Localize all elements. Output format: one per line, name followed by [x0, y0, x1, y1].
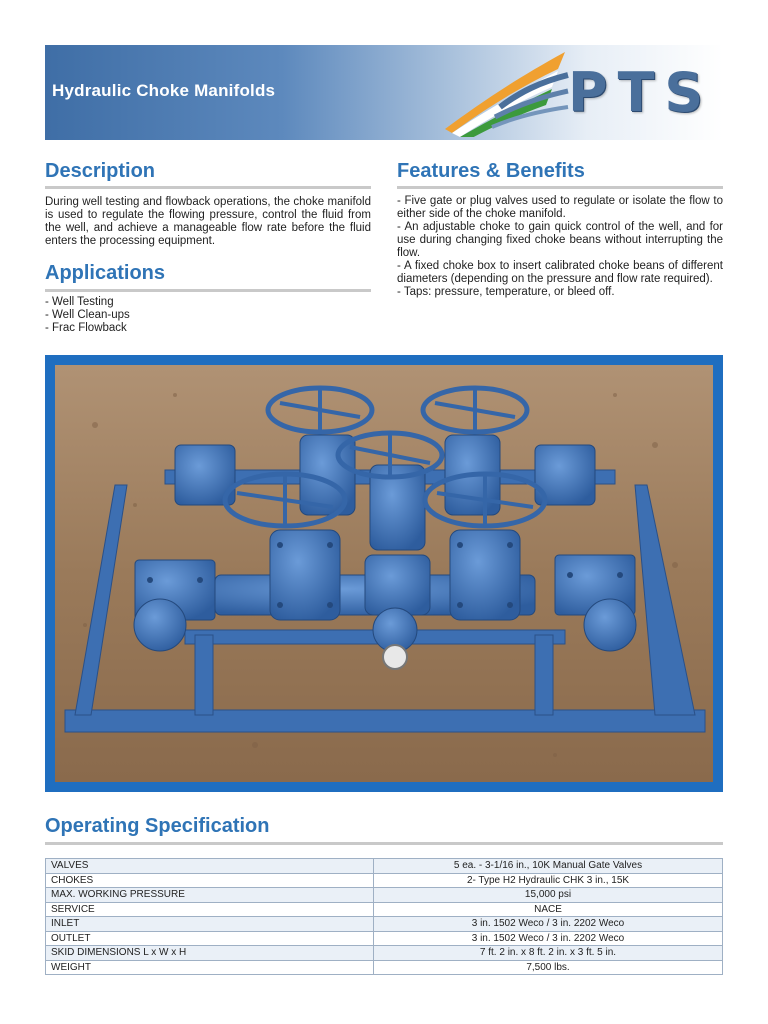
spec-label: WEIGHT: [46, 960, 374, 975]
operating-spec-heading: Operating Specification: [45, 815, 270, 837]
spec-value: 3 in. 1502 Weco / 3 in. 2202 Weco: [374, 931, 723, 946]
table-row: [46, 917, 723, 932]
list-item: - An adjustable choke to gain quick control of the well, and for use during changing fixed choke beans without interrupting the flow.: [397, 221, 723, 259]
spec-value: 2- Type H2 Hydraulic CHK 3 in., 15K: [374, 873, 723, 888]
table-row: [46, 859, 723, 874]
table-row: [46, 873, 723, 888]
list-item: - Frac Flowback: [45, 322, 127, 334]
spec-value: 7,500 lbs.: [374, 960, 723, 975]
spec-label: MAX. WORKING PRESSURE: [46, 888, 374, 903]
spec-label: OUTLET: [46, 931, 374, 946]
table-row: [46, 931, 723, 946]
applications-rule: [45, 289, 371, 292]
description-heading: Description: [45, 160, 156, 182]
applications-heading: Applications: [45, 262, 166, 284]
table-row: [46, 960, 723, 975]
pts-logo: [440, 47, 723, 137]
table-row: [46, 902, 723, 917]
operating-spec-rule: [45, 842, 723, 845]
features-rule: [397, 186, 723, 189]
list-item: - Five gate or plug valves used to regulate or isolate the flow to either side of the choke manifold.: [397, 195, 723, 220]
spec-value: NACE: [374, 902, 723, 917]
choke-manifold-image: [55, 365, 713, 782]
applications-list: [45, 296, 371, 335]
list-item: - Taps: pressure, temperature, or bleed off.: [397, 286, 615, 298]
spec-label: SERVICE: [46, 902, 374, 917]
spec-label: SKID DIMENSIONS L x W x H: [46, 946, 374, 961]
spec-label: CHOKES: [46, 873, 374, 888]
spec-table: [45, 858, 723, 975]
spec-label: VALVES: [46, 859, 374, 874]
list-item: - Well Clean-ups: [45, 309, 130, 321]
page-title: Hydraulic Choke Manifolds: [52, 81, 276, 100]
features-heading: Features & Benefits: [397, 160, 585, 182]
description-text: During well testing and flowback operations, the choke manifold is used to regulate the flowing pressure, control the fluid from the well, and achieve a manageable flow rate before the fluid enters the processing equipment.: [45, 196, 371, 247]
spec-value: 3 in. 1502 Weco / 3 in. 2202 Weco: [374, 917, 723, 932]
spec-value: 7 ft. 2 in. x 8 ft. 2 in. x 3 ft. 5 in.: [374, 946, 723, 961]
product-photo: [45, 355, 723, 792]
list-item: - A fixed choke box to insert calibrated choke beans of different diameters (depending on the pressure and flow rate required).: [397, 260, 723, 285]
header-banner: [45, 45, 723, 140]
description-rule: [45, 186, 371, 189]
logo-text: PTS: [568, 61, 714, 124]
table-row: [46, 946, 723, 961]
spec-label: INLET: [46, 917, 374, 932]
logo-swoosh-icon: [440, 47, 570, 137]
spec-value: 15,000 psi: [374, 888, 723, 903]
list-item: - Well Testing: [45, 296, 114, 308]
spec-value: 5 ea. - 3-1/16 in., 10K Manual Gate Valves: [374, 859, 723, 874]
table-row: [46, 888, 723, 903]
features-list: [397, 195, 723, 299]
